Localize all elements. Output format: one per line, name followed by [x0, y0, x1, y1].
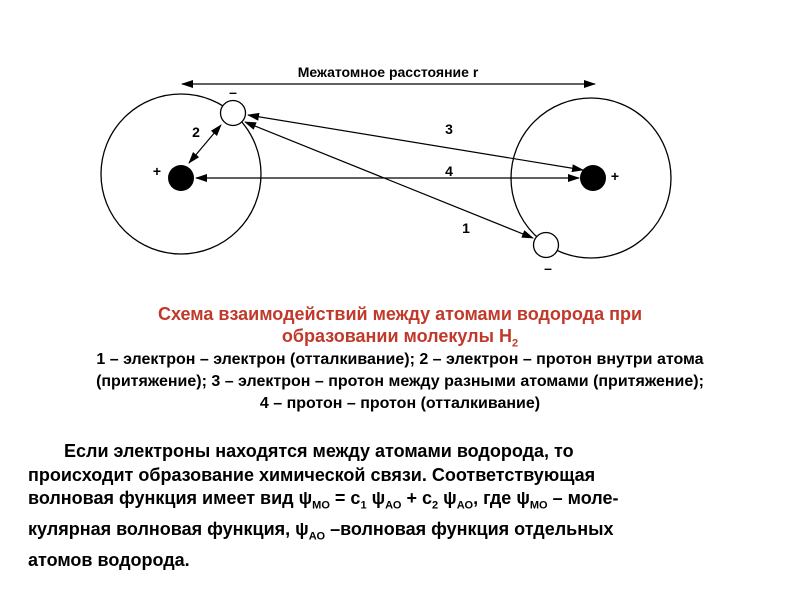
text-segment: ψ [438, 488, 457, 508]
legend-line-2: (притяжение); 3 – электрон – протон между разными атомами (притяжение); [96, 373, 704, 390]
paragraph-line-4 [28, 518, 778, 549]
paragraph-line-3 [28, 487, 778, 518]
legend-line-3: 4 – протон – протон (отталкивание) [259, 395, 541, 412]
caption-title-line-1: Схема взаимодействий между атомами водорода при [157, 304, 643, 324]
paragraph-line-2: происходит образование химической связи. Соответствующая [28, 464, 596, 485]
interaction-label-2: 2 [192, 124, 200, 140]
explanation-paragraph [28, 440, 778, 573]
text-segment: , где ψ [473, 488, 530, 508]
text-segment: = с [329, 488, 361, 508]
distance-label: Межатомное расстояние r [297, 64, 479, 80]
subscript: АО [385, 499, 402, 512]
subscript: АО [308, 530, 326, 543]
text-segment: –волновая функция отдельных [325, 519, 614, 540]
interaction-label-3: 3 [445, 121, 453, 137]
subscript: МО [529, 499, 548, 512]
subscript: МО [312, 499, 330, 512]
caption-title-text: образовании молекулы Н [281, 326, 512, 346]
text-segment: ψ [366, 488, 386, 508]
interaction-label-1: 1 [462, 220, 470, 236]
right-proton [580, 165, 606, 191]
caption-title-subscript: 2 [511, 337, 519, 350]
arrow-1-electron-electron [245, 122, 533, 238]
text-segment: кулярная волновая функция, ψ [28, 519, 309, 540]
paragraph-line-1: Если электроны находятся между атомами водорода, то [64, 441, 574, 461]
left-electron-charge: – [229, 84, 237, 100]
interaction-label-4: 4 [445, 163, 453, 179]
right-proton-charge: + [610, 168, 620, 184]
text-segment: + с [401, 488, 433, 508]
subscript: 1 [360, 499, 367, 512]
left-electron [221, 101, 246, 126]
paragraph-line-5: атомов водорода. [28, 550, 190, 571]
text-segment: волновая функция имеет вид ψ [28, 488, 313, 508]
right-electron-charge: – [544, 260, 552, 276]
left-proton [168, 165, 194, 191]
subscript: АО [456, 499, 474, 512]
left-proton-charge: + [152, 163, 162, 179]
subscript: 2 [432, 499, 439, 512]
right-electron [534, 233, 559, 258]
legend-line-1: 1 – электрон – электрон (отталкивание); 2 – электрон – протон внутри атома [96, 351, 704, 368]
text-segment: – моле- [547, 488, 619, 508]
